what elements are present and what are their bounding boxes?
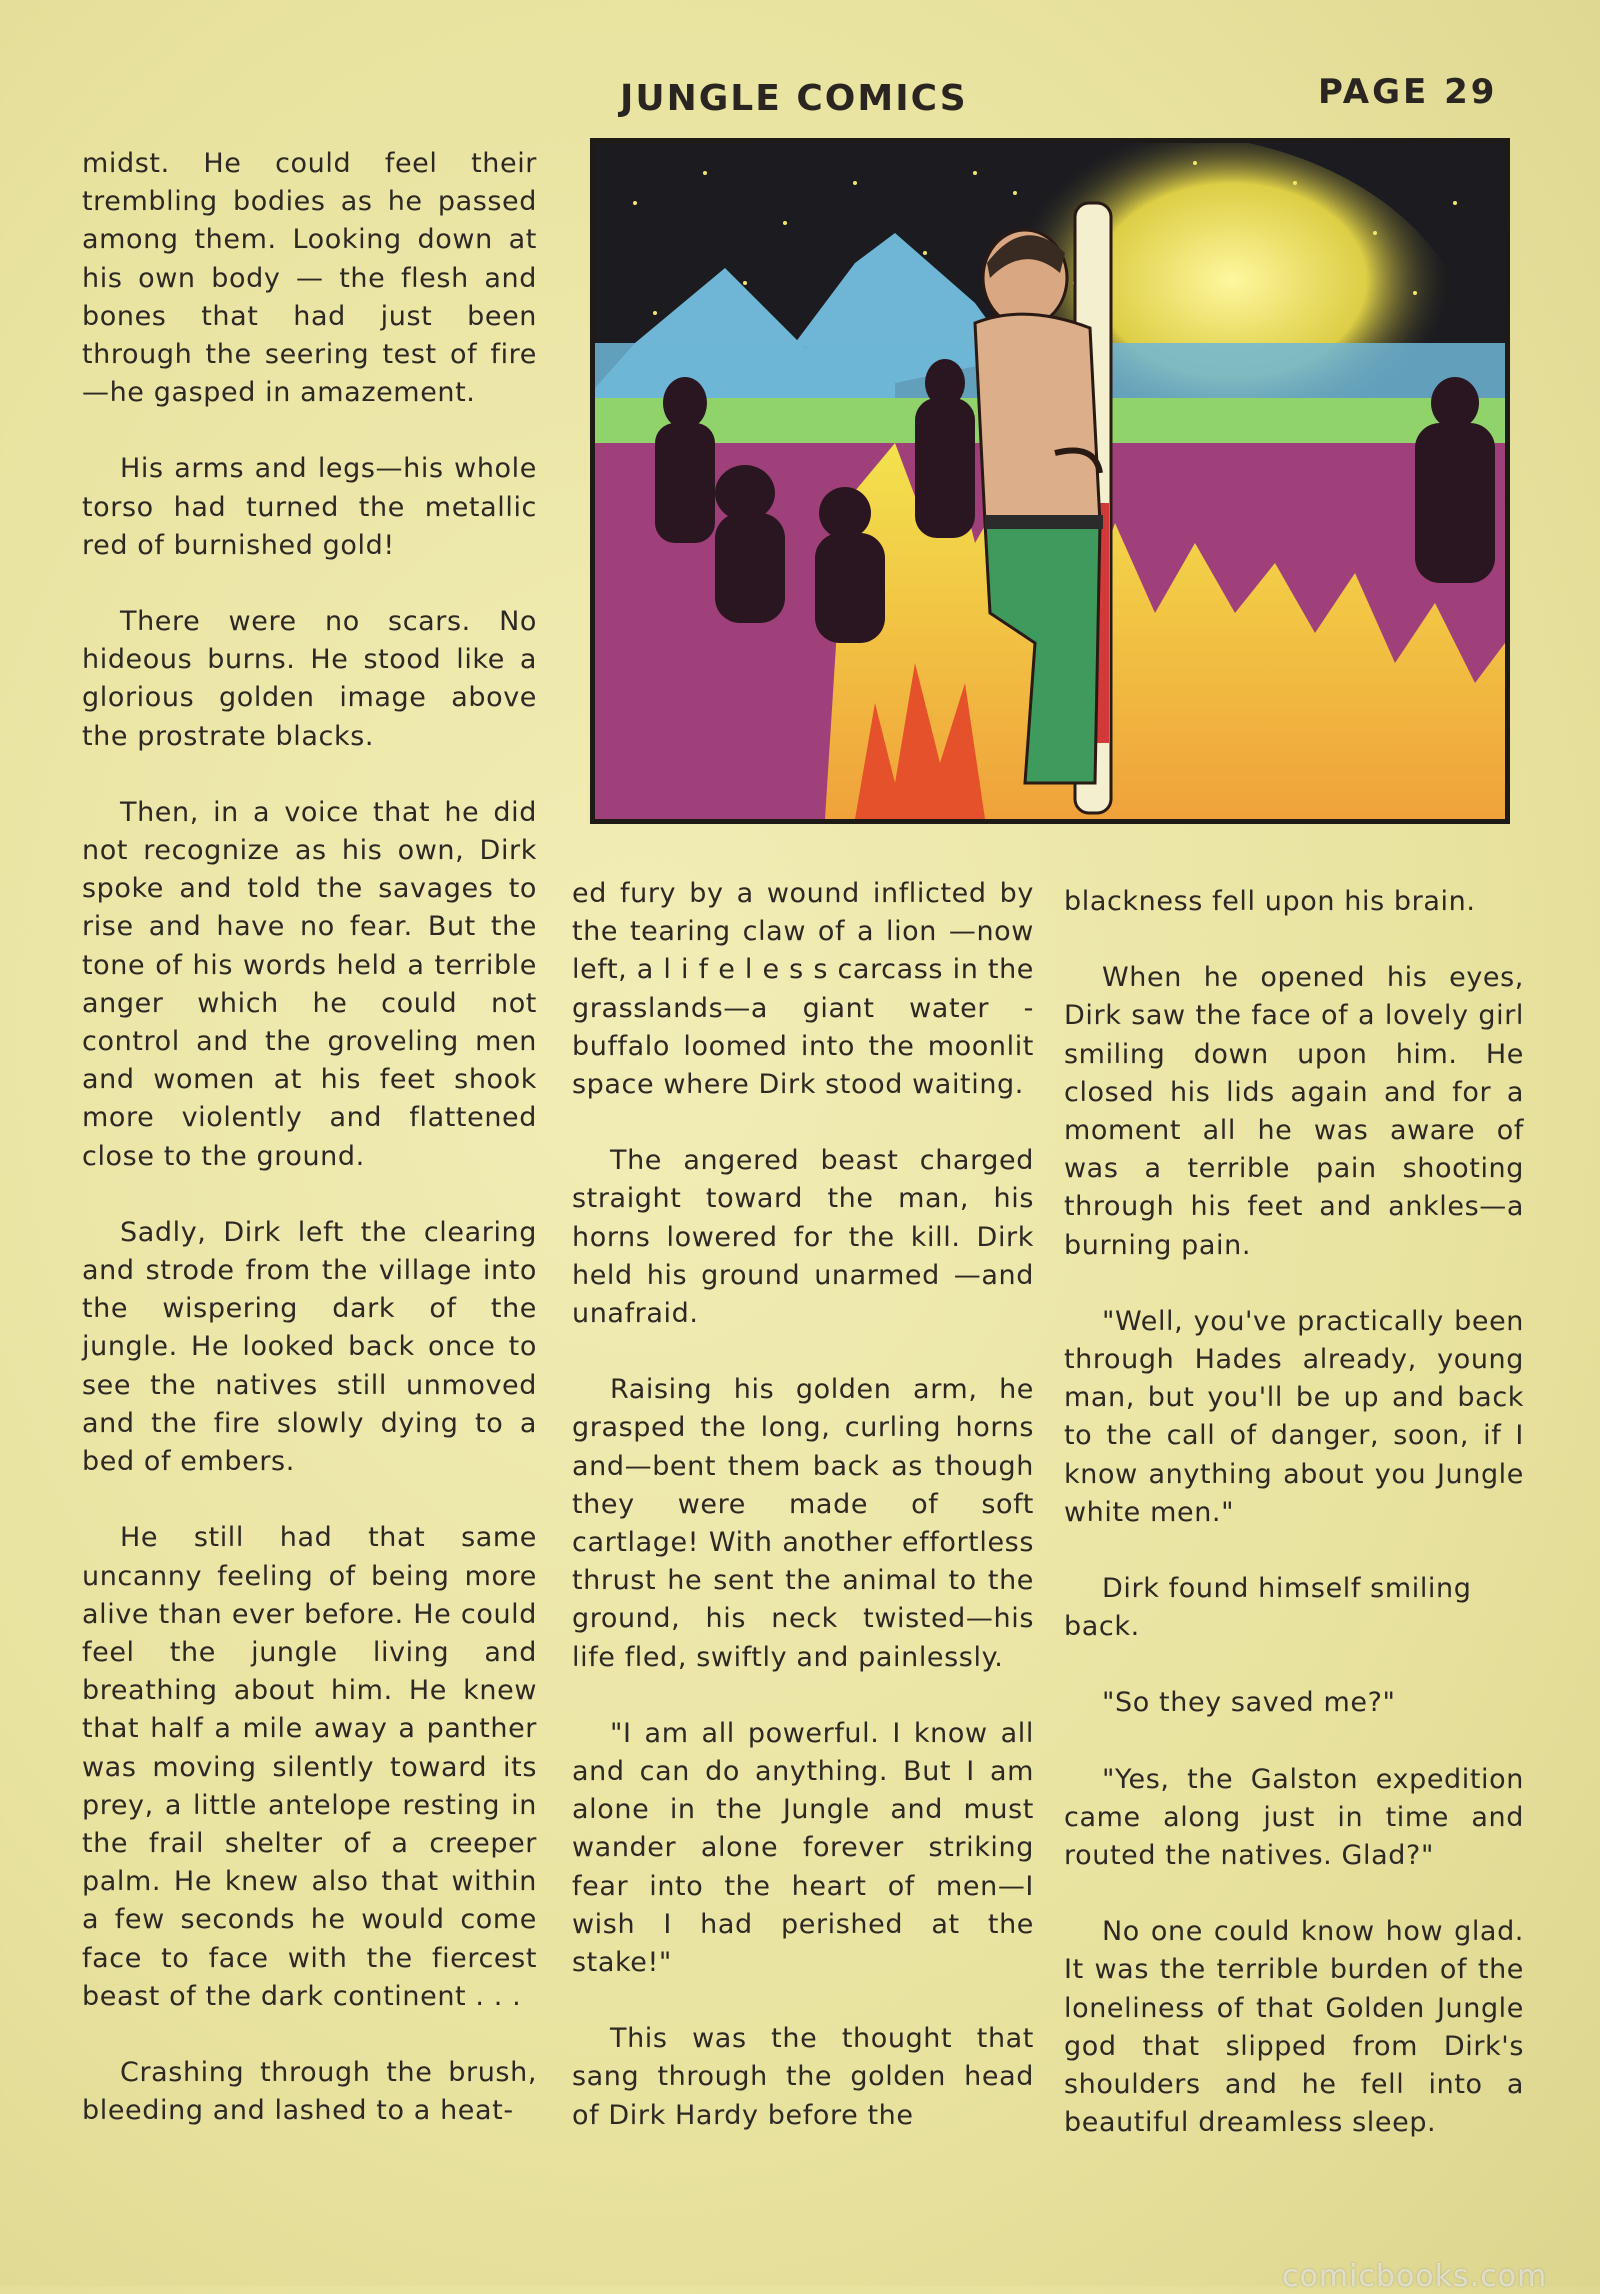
paragraph: His arms and legs—his whole torso had turned the metallic red of burnished gold! <box>82 453 537 561</box>
magazine-title: JUNGLE COMICS <box>620 78 968 119</box>
paragraph: Then, in a voice that he did not recognize as his own, Dirk spoke and told the savages to rise and have no fear. But the tone of his words held a terrible anger which he could not control and the groveling men and women at his feet shook more violently and flattened close to the ground. <box>82 796 537 1172</box>
hero-belt <box>985 515 1103 529</box>
paragraph: No one could know how glad. It was the terrible burden of the loneliness of that Golden Jungle god that slipped from Dirk's shoulders and he fell into a beautiful dreamless sleep. <box>1064 1916 1524 2139</box>
paragraph: He still had that same uncanny feeling of being more alive than ever before. He could feel the jungle living and breathing about him. He knew that half a mile away a panther was moving silently toward its prey, a little antelope resting in the frail shelter of a creeper palm. He knew also that within a few seconds he would come face to face with the fiercest beast of the dark continent . . . <box>82 1522 537 2012</box>
paragraph: Dirk found himself smiling back. <box>1064 1573 1472 1643</box>
paragraph: The angered beast charged straight toward the man, his horns lowered for the kill. Dirk held his ground unarmed —and unafraid. <box>572 1145 1034 1330</box>
fire-scene-illustration <box>595 143 1505 819</box>
paragraph: "So they saved me?" <box>1102 1687 1396 1719</box>
paragraph: midst. He could feel their trembling bodies as he passed among them. Looking down at his own body — the flesh and bones that had just been through the seering test of fire—he gasped in amazement. <box>82 148 537 409</box>
hero-torso <box>975 314 1100 523</box>
paragraph: This was the thought that sang through the golden head of Dirk Hardy before the <box>572 2023 1034 2131</box>
paragraph: When he opened his eyes, Dirk saw the face of a lovely girl smiling down upon him. He closed his lids again and for a moment all he was aware of was a terrible pain shooting through his feet and ankles—a burning pain. <box>1064 962 1524 1261</box>
page-number: PAGE 29 <box>1318 72 1498 112</box>
paragraph: Crashing through the brush, bleeding and lashed to a heat- <box>82 2056 537 2127</box>
paragraph: "Well, you've practically been through Hades already, young man, but you'll be up and back to the call of danger, soon, if I know anything about you Jungle white men." <box>1064 1305 1524 1528</box>
text-column-right <box>1064 883 1524 2180</box>
paragraph: blackness fell upon his brain. <box>1064 886 1476 917</box>
paragraph: There were no scars. No hideous burns. He stood like a glorious golden image above the prostrate blacks. <box>82 606 537 752</box>
paragraph: "Yes, the Galston expedition came along just in time and routed the natives. Glad?" <box>1064 1763 1524 1872</box>
paragraph: ed fury by a wound inflicted by the tearing claw of a lion —now left, a l i f e l e s s carcass in the grasslands—a giant water - buffalo loomed into the moonlit space where Dirk stood waiting. <box>572 878 1034 1101</box>
paragraph: "I am all powerful. I know all and can do anything. But I am alone in the Jungle and must wander alone forever striking fear into the heart of men—I wish I had perished at the stake!" <box>572 1717 1034 1979</box>
comic-panel-illustration <box>590 138 1510 824</box>
watermark: comicbooks.com <box>1282 2259 1548 2294</box>
paragraph: Sadly, Dirk left the clearing and strode from the village into the wispering dark of the jungle. He looked back once to see the natives still unmoved and the fire slowly dying to a bed of embers. <box>82 1216 537 1478</box>
text-column-middle <box>572 875 1034 2173</box>
text-column-left <box>82 145 537 2168</box>
paragraph: Raising his golden arm, he grasped the long, curling horns and—bent them back as though they were made of soft cartlage! With another effortless thrust he sent the animal to the ground, his neck twisted—his life fled, swiftly and painlessly. <box>572 1374 1034 1673</box>
